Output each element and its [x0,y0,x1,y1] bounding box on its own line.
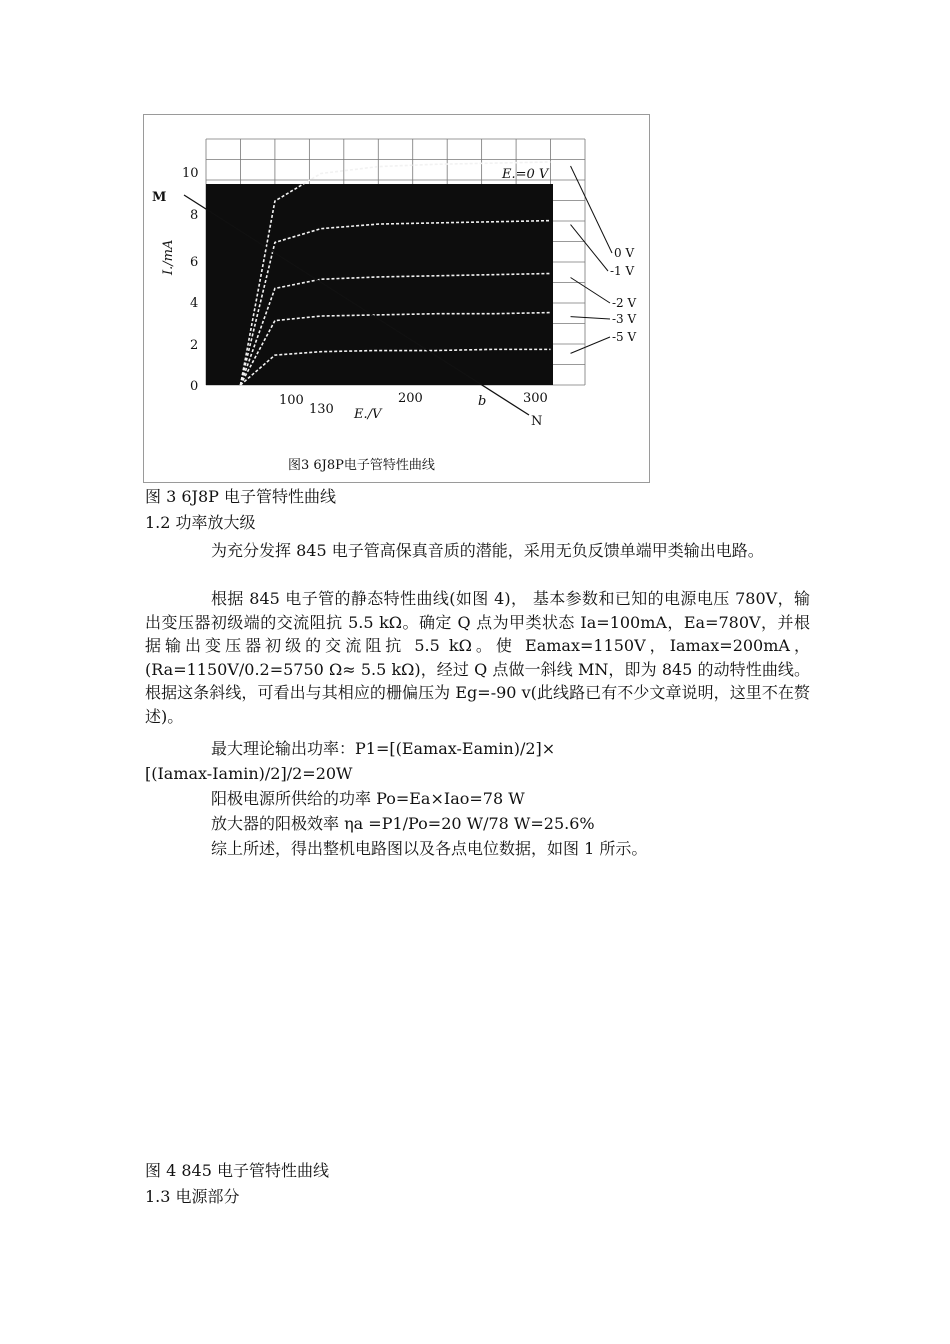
paragraph-analysis: 根据 845 电子管的静态特性曲线(如图 4)， 基本参数和已知的电源电压 780V，输出变压器初级端的交流阻抗 5.5 kΩ。确定 Q 点为甲类状态 Ia=100mA，Ea=780V，并根据输出变压器初级的交流阻抗 5.5 kΩ。使 Eamax=1150V，Iamax=200mA，(Ra=1150V/0.2=5750 Ω≈ 5.5 kΩ)，经过 Q 点做一斜线 MN，即为 845 的动特性曲线。根据这条斜线，可看出与其相应的栅偏压为 Eg=-90 v(此线路已有不少文章说明，这里不在赘述)。 [145,589,810,726]
section-heading-1-2: 1.2 功率放大级 [145,513,256,532]
y-tick-2: 2 [190,338,199,353]
formula-line-2: [(Iamax-Iamin)/2]/2=20W [145,764,353,783]
figure-internal-caption: 图3 6J8P电子管特性曲线 [288,458,435,473]
x-tick-100: 100 [279,393,304,408]
label-b: b [478,394,487,409]
x-tick-300: 300 [523,391,548,406]
y-tick-8: 8 [190,208,199,223]
y-tick-0: 0 [190,379,199,394]
summary-line: 综上所述，得出整机电路图以及各点电位数据，如图 1 所示。 [211,839,648,858]
anode-power-line: 阳极电源所供给的功率 Po=Ea×Iao=78 W [211,789,525,808]
x-tick-130: 130 [309,402,334,417]
legend-minus5v: -5 V [612,330,637,344]
x-tick-200: 200 [398,391,423,406]
legend-0v: 0 V [614,246,635,260]
top-grid-label: E.=0 V [502,167,549,182]
legend-leader-line-0 [571,166,612,253]
x-axis-label: E./V [354,407,382,422]
legend-leaders [571,166,612,353]
chart-svg [144,115,651,484]
legend-leader-line-3 [571,317,610,319]
y-tick-10: 10 [182,166,199,181]
figure-3-chart [143,114,650,483]
y-axis-label: I./mA [161,239,176,275]
efficiency-line: 放大器的阳极效率 ηa =P1/Po=20 W/78 W=25.6% [211,814,595,833]
legend-leader-line-1 [571,225,608,271]
paragraph-intro: 为充分发挥 845 电子管高保真音质的潜能，采用无负反馈单端甲类输出电路。 [211,541,764,560]
y-tick-6: 6 [190,255,199,270]
section-heading-1-3: 1.3 电源部分 [145,1187,240,1206]
formula-line-1: 最大理论输出功率：P1=[(Eamax-Eamin)/2]× [211,739,556,758]
legend-minus3v: -3 V [612,312,637,326]
y-tick-4: 4 [190,296,199,311]
figure-4-caption: 图 4 845 电子管特性曲线 [145,1161,329,1180]
legend-minus1v: -1 V [610,264,635,278]
legend-leader-line-2 [571,277,610,303]
figure-3-caption: 图 3 6J8P 电子管特性曲线 [145,487,336,506]
legend-minus2v: -2 V [612,296,637,310]
legend-leader-line-4 [571,337,610,353]
label-m: M [152,190,167,205]
label-n: N [531,414,543,429]
chart-dark-fill [206,184,553,385]
